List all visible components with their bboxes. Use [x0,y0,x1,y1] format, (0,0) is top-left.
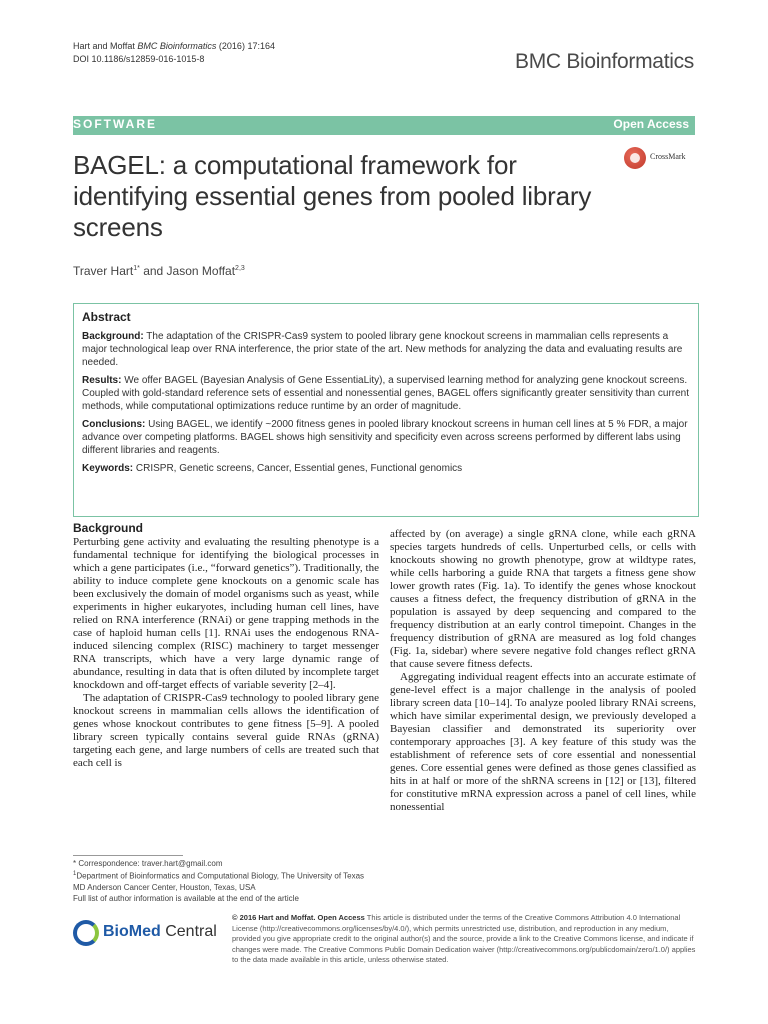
abstract-results-text: We offer BAGEL (Bayesian Analysis of Gene EssentiaLity), a supervised learning method for analyzing gene knockout screens. Coupled with gold-standard reference sets of essential and nonessential genes, BAGEL offers significantly greater sensitivity than current methods, while computational optimizations reduce runtime by an order of magnitude. [82,375,690,412]
author-affiliation-mark: 2,3 [235,265,245,272]
full-author-info-note: Full list of author information is available at the end of the article [73,893,299,903]
author-name: and Jason Moffat [139,264,236,278]
abstract-keywords [82,462,690,475]
abstract-conclusions-text: Using BAGEL, we identify ~2000 fitness genes in pooled library knockout screens in human cell lines at 5 % FDR, a major advance over competing platforms. BAGEL shows high sensitivity and specificity even across screens performed by different labs using different libraries and reagents. [82,419,688,456]
doi[interactable]: DOI 10.1186/s12859-016-1015-8 [73,54,205,64]
abstract-results-label: Results: [82,375,122,386]
logo-central: Central [160,923,217,940]
abstract-conclusions-label: Conclusions: [82,419,146,430]
article-type-label: SOFTWARE [73,117,157,131]
biomed-central-wordmark [103,923,217,941]
abstract-conclusions [82,418,690,457]
citation-journal: BMC Bioinformatics [137,41,217,51]
abstract-box [73,303,699,517]
article-title: BAGEL: a computational framework for identifying essential genes from pooled library screens [73,150,592,242]
affiliation-text: Department of Bioinformatics and Computational Biology, The University of Texas MD Anderson Cancer Center, Houston, Texas, USA [73,871,365,892]
logo-biomed: BioMed [103,923,161,940]
affiliation-mark: 1 [73,871,77,877]
author-name: Traver Hart [73,264,134,278]
citation-authors: Hart and Moffat [73,41,135,51]
journal-logo: BMC Bioinformatics [515,50,694,73]
section-heading: Background [73,521,144,535]
footnotes [73,858,373,904]
article-type-banner [73,116,695,135]
abstract-background-label: Background: [82,331,144,342]
abstract-background [82,330,690,369]
body-paragraph: affected by (on average) a single gRNA clone, while each gRNA species targets hundreds of cells. Unperturbed cells, or cells with knockouts showing no growth phenotype, grow at wildtype rates, while cells harboring a guide RNA that targets a fitness gene show lower growth rates (Fig. 1a). To identify the genes whose knockout causes a fitness defect, the frequency distribution of gRNA in the population is assayed by deep sequencing and compared to the frequency distribution at an early control timepoint. Changes in the frequency distribution of gRNA are measured as log fold changes (Fig. 1a, sidebar) where severe negative fold changes reflect gRNA that cause severe fitness defects. [390,528,696,670]
abstract-results [82,374,690,413]
body-left-column [73,522,379,770]
abstract-background-text: The adaptation of the CRISPR-Cas9 system to pooled library gene knockout screens in mammalian cells represents a major technological leap over RNA interference, the prior state of the art. New methods for analyzing the data and evaluating results are needed. [82,331,683,368]
citation-volume: (2016) 17:164 [216,41,275,51]
license-copyright: © 2016 Hart and Moffat. Open Access [232,913,365,922]
citation [73,40,275,66]
crossmark-label: CrossMark [650,152,686,161]
body-paragraph: Perturbing gene activity and evaluating the resulting phenotype is a fundamental technique for identifying the biological processes in which a gene participates (i.e., “forward genetics”). Traditionally, the ability to induce complete gene knockouts on a genomic scale has been exclusively the domain of model organisms such as yeast, while experiments in higher eukaryotes, including human cell lines, have relied on RNA interference (RNAi) or gene trapping methods in the case of haploid human cells [1]. RNAi uses the endogenous RNA-induced silencing complex (RISC) machinery to target messenger RNA transcripts, which have a very large dynamic range of abundance, resulting in data that is often diluted by incomplete target knockdown and off-target effects of variable severity [2–4]. [73,536,379,691]
open-access-label: Open Access [613,117,689,131]
license-text: This article is distributed under the terms of the Creative Commons Attribution 4.0 International License (http://creativecommons.org/licenses/by/4.0/), which permits unrestricted use, distribution, and reproduction in any medium, provided you give appropriate credit to the original author(s) and the source, provide a link to the Creative Commons license, and indicate if changes were made. The Creative Commons Public Domain Dedication waiver (http://creativecommons.org/publicdomain/zero/1.0/) applies to the data made available in this article, unless otherwise stated. [232,913,696,964]
footnote-divider [73,855,183,856]
keywords-label: Keywords: [82,463,134,474]
keywords-text: CRISPR, Genetic screens, Cancer, Essential genes, Functional genomics [133,463,463,474]
license-statement [232,913,696,966]
body-right-column [390,528,696,814]
biomed-central-icon [73,920,99,946]
author-affiliation-mark: 1* [133,265,140,272]
crossmark-icon [624,147,646,169]
abstract-heading: Abstract [82,310,131,324]
affiliation [73,869,373,893]
biomed-central-logo [73,918,223,950]
body-paragraph: The adaptation of CRISPR-Cas9 technology to pooled library gene knockout screens in mammalian cells allows the identification of genes whose knockout contributes to gene fitness [5–9]. A pooled library screen typically contains several guide RNAs (gRNA) targeting each gene, and large numbers of cells are treated such that each cell is [73,692,379,769]
author-list [73,264,245,278]
crossmark-badge[interactable] [624,145,700,171]
correspondence[interactable]: * Correspondence: traver.hart@gmail.com [73,859,223,868]
body-paragraph: Aggregating individual reagent effects into an accurate estimate of gene-level effect is a major challenge in the analysis of pooled library screen data [10–14]. To analyze pooled library RNAi screens, which have similar experimental design, we previously developed a Bayesian classifier and demonstrated its superiority over contemporary approaches [3]. A key feature of this study was the establishment of reference sets of core essential and nonessential genes. Core essential genes were defined as those genes classified as hits in at half or more of the shRNA screens in [12] or [13], filtered for constitutive mRNA expression across a panel of cell lines, while nonessential [390,671,696,813]
